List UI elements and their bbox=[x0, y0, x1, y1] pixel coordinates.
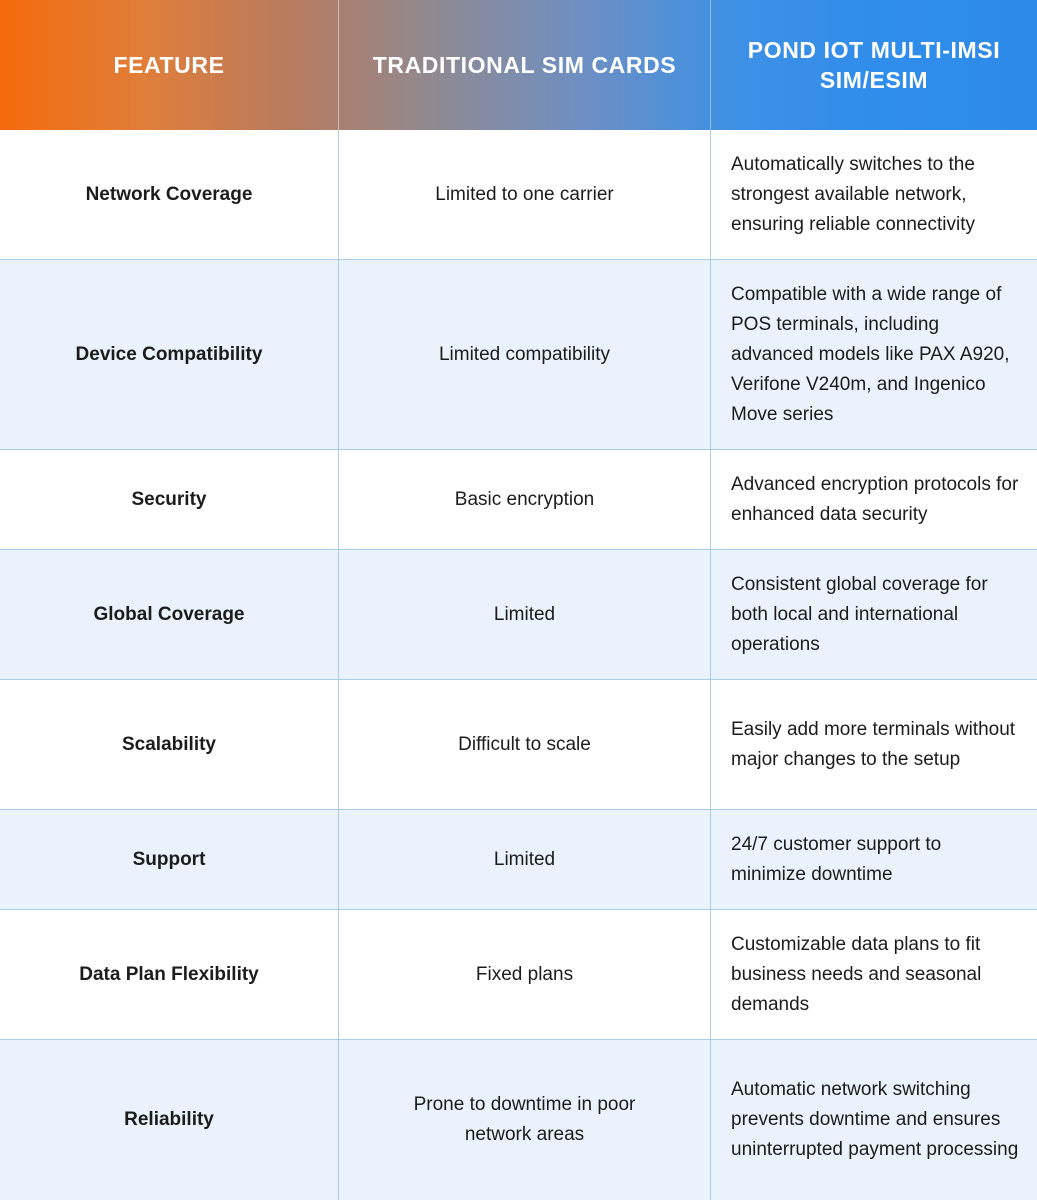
header-traditional-sim: TRADITIONAL SIM CARDS bbox=[339, 0, 711, 130]
table-row bbox=[0, 130, 1037, 260]
traditional-cell: Fixed plans bbox=[339, 910, 711, 1039]
feature-cell: Security bbox=[0, 450, 339, 549]
feature-cell: Scalability bbox=[0, 680, 339, 809]
traditional-cell: Difficult to scale bbox=[339, 680, 711, 809]
table-header bbox=[0, 0, 1037, 130]
table-row bbox=[0, 810, 1037, 910]
feature-cell: Device Compatibility bbox=[0, 260, 339, 449]
pond-cell: Compatible with a wide range of POS terminals, including advanced models like PAX A920, Verifone V240m, and Ingenico Move series bbox=[731, 283, 1010, 425]
table-row bbox=[0, 260, 1037, 450]
feature-cell: Support bbox=[0, 810, 339, 909]
feature-cell: Data Plan Flexibility bbox=[0, 910, 339, 1039]
table-row bbox=[0, 910, 1037, 1040]
traditional-cell: Limited bbox=[339, 550, 711, 679]
feature-cell: Network Coverage bbox=[0, 130, 339, 259]
pond-cell: Consistent global coverage for both local and international operations bbox=[731, 573, 988, 655]
table-row bbox=[0, 550, 1037, 680]
feature-cell: Global Coverage bbox=[0, 550, 339, 679]
traditional-cell: Basic encryption bbox=[339, 450, 711, 549]
table-row bbox=[0, 680, 1037, 810]
pond-cell: Automatic network switching prevents downtime and ensures uninterrupted payment processing bbox=[731, 1079, 1019, 1160]
table-body bbox=[0, 130, 1037, 1200]
header-feature: FEATURE bbox=[0, 0, 339, 130]
traditional-cell: Limited to one carrier bbox=[339, 130, 711, 259]
traditional-cell: Prone to downtime in poor network areas bbox=[339, 1040, 711, 1200]
pond-cell: Customizable data plans to fit business needs and seasonal demands bbox=[731, 933, 982, 1015]
traditional-cell: Limited bbox=[339, 810, 711, 909]
feature-cell: Reliability bbox=[0, 1040, 339, 1200]
pond-cell: Advanced encryption protocols for enhanced data security bbox=[731, 473, 1019, 525]
pond-cell: Easily add more terminals without major changes to the setup bbox=[731, 718, 1016, 770]
table-row bbox=[0, 1040, 1037, 1200]
table-row bbox=[0, 450, 1037, 550]
traditional-cell: Limited compatibility bbox=[339, 260, 711, 449]
pond-cell: Automatically switches to the strongest available network, ensuring reliable connectivity bbox=[731, 153, 975, 235]
pond-cell: 24/7 customer support to minimize downtime bbox=[731, 833, 942, 885]
header-pond-iot-sim: POND IOT MULTI-IMSI SIM/ESIM bbox=[747, 37, 1001, 93]
